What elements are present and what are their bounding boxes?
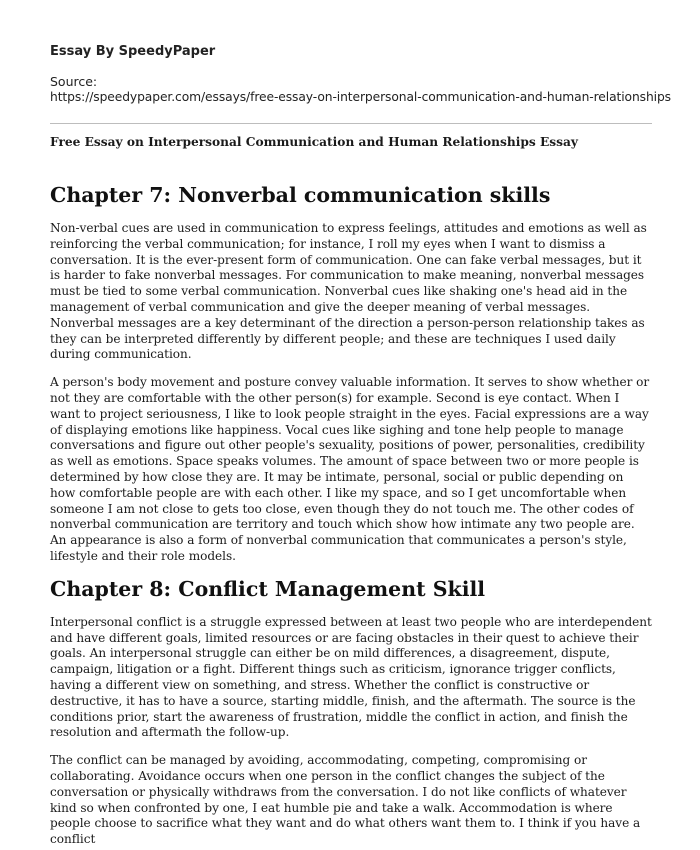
document-body	[50, 181, 652, 848]
source-label: Source:	[50, 74, 98, 89]
paragraph: A person's body movement and posture convey valuable information. It serves to show whether or not they are comfortable with the other person(s) for example. Second is eye contact. When I want to project seriousness, I like to look people straight in the eyes. Facial expressions are a way of displaying emotions like happiness. Vocal cues like sighing and tone help people to manage conversations and figure out other people's sexuality, positions of power, personalities, credibility as well as emotions. Space speaks volumes. The amount of space between two or more people is determined by how close they are. It may be intimate, personal, social or public depending on how comfortable people are with each other. I like my space, and so I get uncomfortable when someone I am not close to gets too close, even though they do not touch me. The other codes of nonverbal communication are territory and touch which show how intimate any two people are. An appearance is also a form of nonverbal communication that communicates a person's style, lifestyle and their role models.	[50, 375, 650, 563]
paragraph: Non-verbal cues are used in communication to express feelings, attitudes and emotions as well as reinforcing the verbal communication; for instance, I roll my eyes when I want to dismiss a conversation. It is the ever-present form of communication. One can fake verbal messages, but it is harder to fake nonverbal messages. For communication to make meaning, nonverbal messages must be tied to some verbal communication. Nonverbal cues like shaking one's head aid in the management of verbal communication and give the deeper meaning of verbal messages. Nonverbal messages are a key determinant of the direction a person-person relationship takes as they can be interpreted differently by different people; and these are techniques I used daily during communication.	[50, 221, 647, 362]
section-heading-chapter-7: Chapter 7: Nonverbal communication skills	[50, 183, 551, 207]
header-divider	[50, 123, 652, 124]
section-heading-chapter-8: Chapter 8: Conflict Management Skill	[50, 576, 486, 601]
paragraph: Interpersonal conflict is a struggle expressed between at least two people who are interdependent and have different goals, limited resources or are facing obstacles in their quest to achieve their goals. An interpersonal struggle can either be on mild differences, a disagreement, dispute, campaign, litigation or a fight. Different things such as criticism, ignorance trigger conflicts, having a different view on something, and stress. Whether the conflict is constructive or destructive, it has to have a source, starting middle, finish, and the aftermath. The source is the conditions prior, start the awareness of frustration, middle the conflict in action, and finish the resolution and aftermath the follow-up.	[50, 614, 652, 740]
source-url-link[interactable]: https://speedypaper.com/essays/free-essay-on-interpersonal-communication-and-human-relationships	[50, 90, 671, 104]
brand-label: Essay By SpeedyPaper	[50, 44, 216, 59]
paragraph: The conflict can be managed by avoiding, accommodating, competing, compromising or collaborating. Avoidance occurs when one person in the conflict changes the subject of the conversation or physically withdraws from the conversation. I do not like conflicts of whatever kind so when confronted by one, I eat humble pie and take a walk. Accommodation is where people choose to sacrifice what they want and do what others want them to. I think if you have a conflict	[50, 753, 641, 847]
document-title: Free Essay on Interpersonal Communication and Human Relationships Essay	[50, 135, 578, 149]
